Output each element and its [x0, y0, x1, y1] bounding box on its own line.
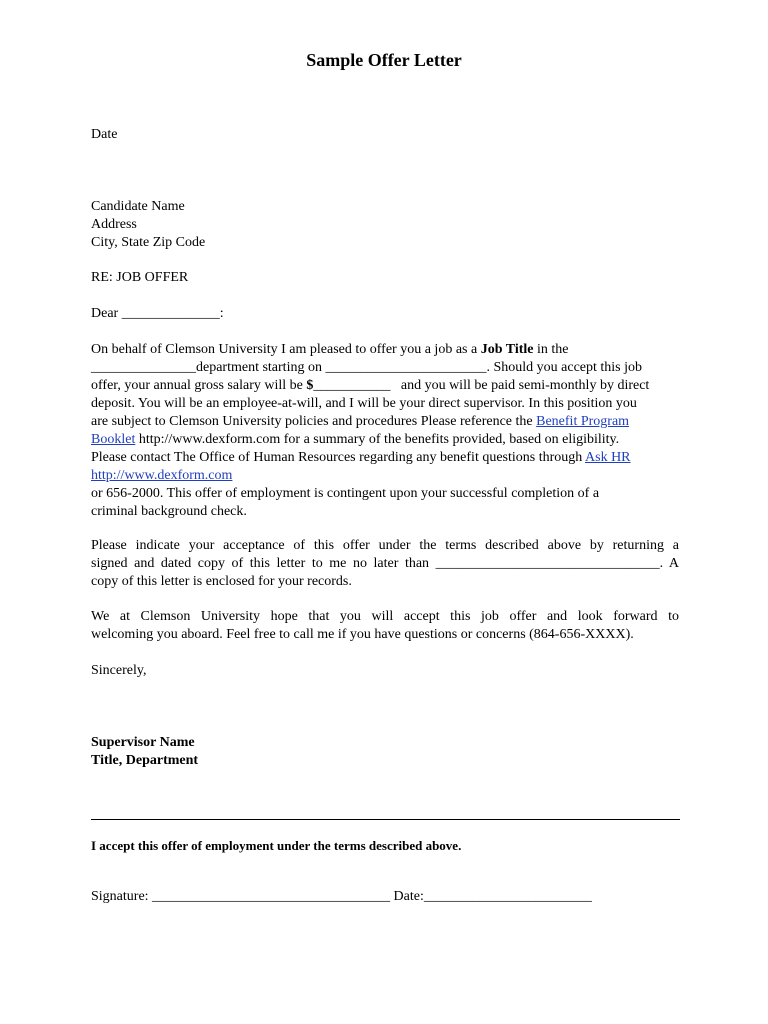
candidate-street: Address — [91, 217, 137, 232]
salutation: Dear ______________: — [91, 306, 224, 321]
offer-line-10: criminal background check. — [91, 504, 247, 519]
job-title-bold: Job Title — [480, 342, 534, 357]
offer-text: in the — [533, 342, 569, 357]
acceptance-statement: I accept this offer of employment under the terms described above. — [91, 838, 462, 853]
separator-line — [91, 819, 680, 820]
supervisor-name: Supervisor Name — [91, 735, 195, 750]
signature-label: Signature: — [91, 889, 153, 904]
date-blank[interactable]: ________________________ — [423, 889, 592, 904]
salary-dollar-sign: $ — [306, 378, 314, 393]
offer-line-9: or 656-2000. This offer of employment is contingent upon your successful completion of a — [91, 486, 600, 501]
letter-title: Sample Offer Letter — [306, 50, 462, 70]
candidate-name: Candidate Name — [91, 199, 185, 214]
ask-hr-link[interactable]: Ask HR — [585, 450, 631, 465]
benefit-booklet-link[interactable]: Booklet — [91, 432, 136, 447]
candidate-address — [91, 198, 681, 252]
dexform-url-link[interactable]: http://www.dexform.com — [91, 468, 233, 483]
offer-line-6 — [91, 431, 688, 449]
signer-block — [91, 734, 681, 770]
offer-text: and you will be paid semi-monthly by direct — [390, 378, 650, 393]
offer-line-2: _______________department starting on _______________________. Should you accept this job — [91, 360, 643, 375]
offer-line-4: deposit. You will be an employee-at-will, and I will be your direct supervisor. In this position you — [91, 396, 637, 411]
acceptance-line-1: Please indicate your acceptance of this offer under the terms described above by returning a — [91, 538, 679, 553]
offer-line-5 — [91, 413, 688, 431]
date-line: Date — [91, 127, 118, 142]
sincerely: Sincerely, — [91, 663, 147, 678]
salary-blank: ___________ — [313, 378, 391, 393]
closing-line-2: welcoming you aboard. Feel free to call me if you have questions or concerns (864-656-XXXX). — [91, 627, 634, 642]
supervisor-title: Title, Department — [91, 753, 199, 768]
offer-line-7 — [91, 449, 688, 467]
signature-row — [91, 888, 592, 906]
offer-text: On behalf of Clemson University I am pleased to offer you a job as a — [91, 342, 481, 357]
acceptance-paragraph — [91, 537, 679, 591]
closing-paragraph — [91, 608, 679, 644]
offer-paragraph — [91, 341, 688, 521]
benefit-program-link[interactable]: Benefit Program — [536, 414, 630, 429]
closing-line-1: We at Clemson University hope that you will accept this job offer and look forward to — [91, 609, 679, 624]
acceptance-line-3: copy of this letter is enclosed for your records. — [91, 574, 352, 589]
offer-line-1 — [91, 341, 688, 359]
offer-text: Please contact The Office of Human Resources regarding any benefit questions through — [91, 450, 586, 465]
offer-text: offer, your annual gross salary will be — [91, 378, 307, 393]
offer-text: http://www.dexform.com for a summary of the benefits provided, based on eligibility. — [135, 432, 620, 447]
offer-line-8 — [91, 467, 688, 485]
re-line: RE: JOB OFFER — [91, 270, 189, 285]
candidate-city: City, State Zip Code — [91, 235, 206, 250]
signature-blank[interactable]: __________________________________ — [152, 889, 391, 904]
offer-line-3 — [91, 377, 688, 395]
acceptance-line-2: signed and dated copy of this letter to me no later than ________________________________. A — [91, 556, 679, 571]
date-label: Date: — [390, 889, 424, 904]
offer-text: are subject to Clemson University policies and procedures Please reference the — [91, 414, 537, 429]
